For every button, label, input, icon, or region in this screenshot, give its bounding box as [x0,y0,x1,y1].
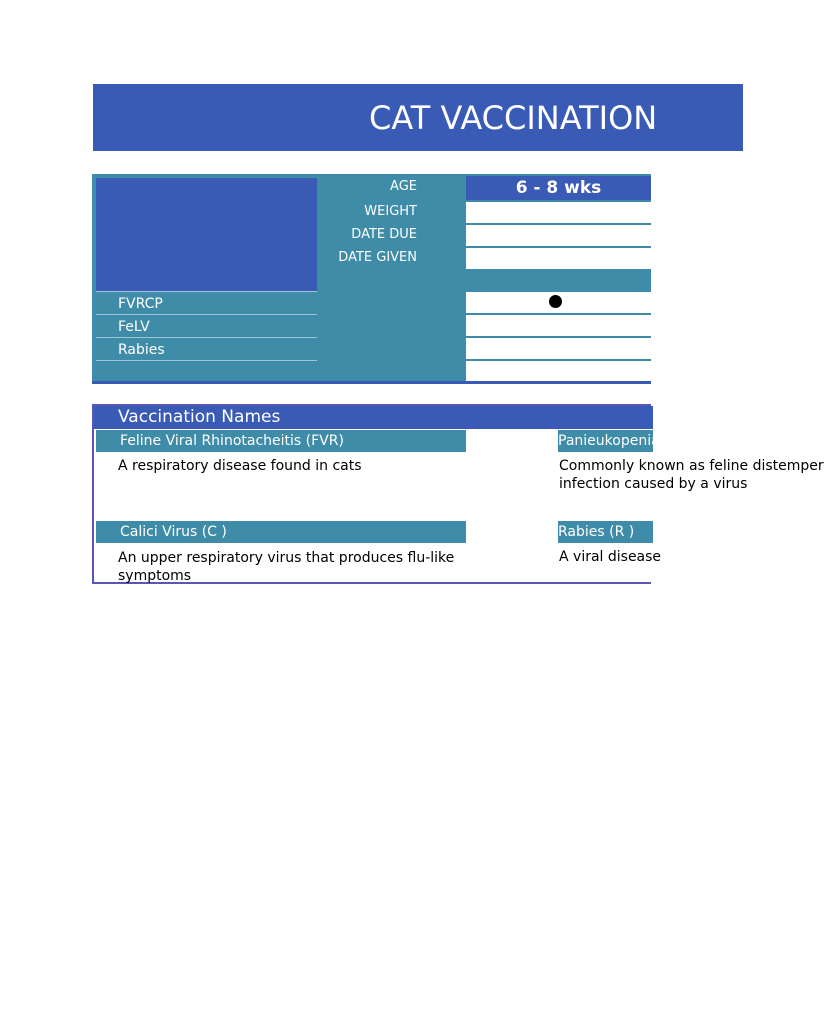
felv-cell[interactable] [466,315,651,336]
desc-line: An upper respiratory virus that produces flu-like [118,550,455,566]
vaccine-label-rabies: Rabies [118,342,165,358]
schedule-bottom-border [92,381,651,384]
desc-line: A viral disease [559,549,662,565]
schedule-header-box [96,178,317,291]
names-title: Vaccination Names [118,407,281,427]
vaccination-names-section [92,404,824,584]
vaccine-desc-fvr [118,457,468,475]
names-header [94,406,653,429]
rabies-cell[interactable] [466,338,651,359]
vaccine-label-felv: FeLV [118,319,150,335]
row-label-weight: WEIGHT [364,204,417,219]
date-due-cell[interactable] [466,225,651,246]
row-label-date-given: DATE GIVEN [338,250,417,265]
vaccine-given-dot [549,295,562,308]
divider [96,360,317,361]
vaccine-name-panieukopenia: Panieukopenia [558,430,653,452]
age-column-header: 6 - 8 wks [466,176,651,200]
row-label-age: AGE [390,179,417,194]
divider [96,314,317,315]
desc-line: infection caused by a virus [559,476,748,492]
header-banner [93,84,743,151]
vaccine-label-fvrcp: FVRCP [118,296,163,312]
separator-band [466,270,651,291]
vaccine-name-calici: Calici Virus (C ) [96,521,466,543]
weight-cell[interactable] [466,202,651,223]
vaccine-name-rabies: Rabies (R ) [558,521,653,543]
vaccine-desc-calici [118,549,538,585]
desc-line: A respiratory disease found in cats [118,458,362,474]
page-title: CAT VACCINATION [369,99,658,137]
desc-line: symptoms [118,568,192,584]
divider [96,337,317,338]
row-label-date-due: DATE DUE [351,227,417,242]
vaccination-schedule [92,174,651,384]
vaccine-name-fvr: Feline Viral Rhinotacheitis (FVR) [96,430,466,452]
divider [96,291,317,292]
vaccine-desc-panieukopenia [559,457,824,493]
vaccine-desc-rabies [559,548,662,566]
date-given-cell[interactable] [466,248,651,269]
desc-line: Commonly known as feline distemper [559,458,824,474]
blank-cell[interactable] [466,361,651,382]
